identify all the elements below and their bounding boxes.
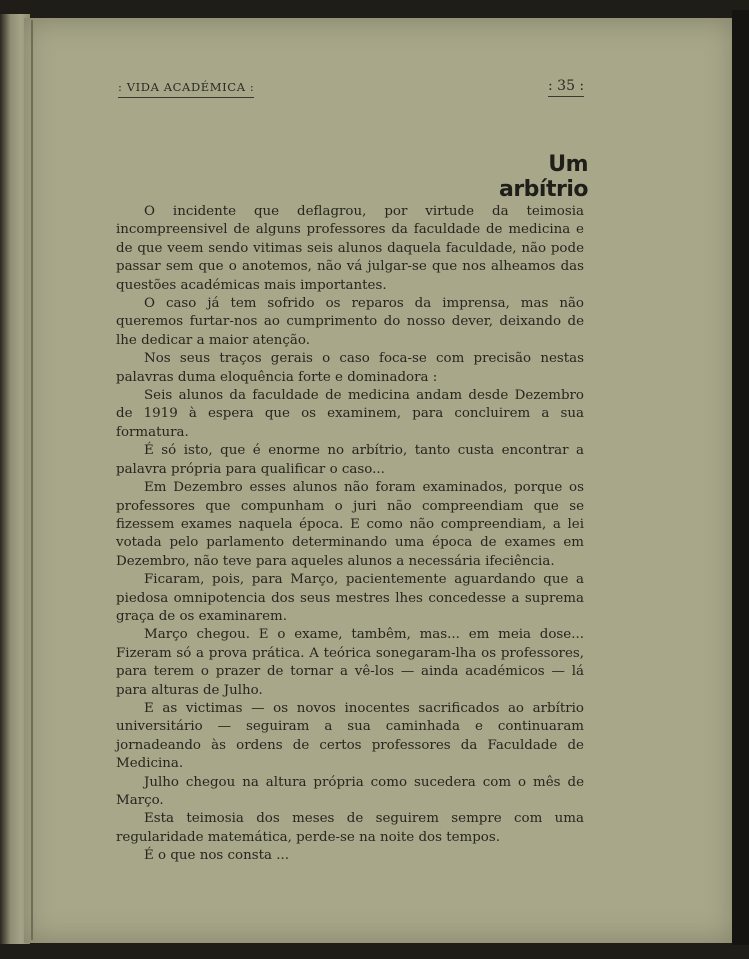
paragraph: Seis alunos da faculdade de medicina andam desde Dezembro de 1919 à espera que os examinem, para concluirem a sua formatura. bbox=[116, 388, 584, 440]
paragraph: E as victimas — os novos inocentes sacrificados ao arbítrio universitário — seguiram a sua caminhada e continuaram jornadeando às ordens de certos professores da Faculdade de Medicina. bbox=[116, 700, 584, 772]
paragraph: É só isto, que é enorme no arbítrio, tanto custa encontrar a palavra própria para qualificar o caso... bbox=[116, 443, 584, 477]
spine-fold bbox=[31, 20, 33, 940]
article-title: Um arbítrio bbox=[498, 152, 588, 202]
page-number: : 35 : bbox=[548, 78, 584, 97]
paragraph: Esta teimosia dos meses de seguirem sempre com uma regularidade matemática, perde-se na noite dos tempos. bbox=[116, 811, 584, 845]
paragraph: É o que nos consta ... bbox=[144, 848, 289, 864]
paragraph: Em Dezembro esses alunos não foram examinados, porque os professores que compunham o juri não compreendiam que se fizessem exames naquela época. E como não compreendiam, a lei votada pelo parlamento determinando uma época de exames em Dezembro, não teve para aqueles alunos a necessária ifeciência. bbox=[116, 480, 584, 569]
paragraph: Ficaram, pois, para Março, pacientemente aguardando que a piedosa omnipotencia dos seus mestres lhes concedesse a suprema graça de os examinarem. bbox=[116, 572, 584, 624]
article-body bbox=[116, 203, 584, 866]
paragraph: Julho chegou na altura própria como sucedera com o mês de Março. bbox=[116, 774, 584, 808]
paragraph: Nos seus traços gerais o caso foca-se com precisão nestas palavras duma eloquência forte e dominadora : bbox=[116, 351, 584, 385]
scan-background-edge bbox=[732, 10, 749, 945]
running-header-title: : VIDA ACADÉMICA : bbox=[118, 80, 254, 98]
paragraph: O incidente que deflagrou, por virtude da teimosia incompreensivel de alguns professores da faculdade de medicina e de que veem sendo vitimas seis alunos daquela faculdade, não pode passar sem que o anotemos, não vá julgar-se que nos alheamos das questões académicas mais importantes. bbox=[116, 204, 584, 293]
paragraph: O caso já tem sofrido os reparos da imprensa, mas não queremos furtar-nos ao cumprimento do nosso dever, deixando de lhe dedicar a maior atenção. bbox=[116, 296, 584, 348]
paragraph: Março chegou. E o exame, tambêm, mas... em meia dose... Fizeram só a prova prática. A teórica sonegaram-lha os professores, para terem o prazer de tornar a vê-los — ainda académicos — lá para alturas de Julho. bbox=[116, 627, 584, 698]
